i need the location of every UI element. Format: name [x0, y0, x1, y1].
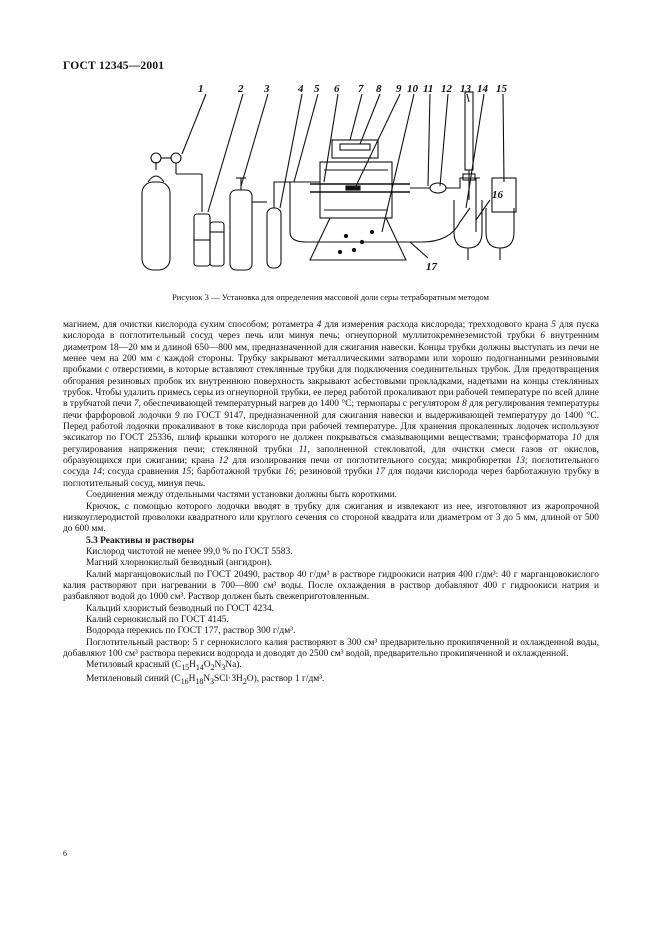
reagent-hydrogen-peroxide: Водорода перекись по ГОСТ 177, раствор 300 г/дм³.	[86, 626, 296, 637]
paragraph-connections: Соединения между отдельными частями установки должны быть короткими.	[86, 490, 398, 501]
reagent-magnesium-perchlorate: Магний хлорнокислый безводный (ангидрон).	[86, 558, 273, 569]
figure-label: 10	[407, 83, 418, 95]
figure-label: 7	[358, 83, 364, 95]
microburette	[463, 92, 475, 200]
reagent-oxygen: Кислород чистотой не менее 99,0 % по ГОСТ 5583.	[86, 546, 293, 557]
body-text	[63, 320, 599, 687]
oxygen-cylinder	[142, 153, 202, 270]
reagent-calcium-chloride: Кальций хлористый безводный по ГОСТ 4234.	[86, 603, 275, 614]
figure-label: 12	[441, 83, 452, 95]
figure-label: 14	[477, 83, 488, 95]
reagent-absorption-solution: Поглотительный раствор: 5 г сернокислого калия растворяют в 300 см³ предварительно прокипяченной и охлажденной воды, добавляют 100 см³ раствора перекиси водорода и доводят до 2500 см³ водой, предварительно прокипяченной и охлажденной.	[63, 637, 599, 659]
apparatus-diagram	[110, 82, 530, 287]
paragraph-equipment: магнием, для очистки кислорода сухим способом; ротаметра 4 для измерения расхода кислорода; трехходового крана 5 для пуска кислорода в поглотительный сосуд через печь или минуя печь; огнеупорной муллитокремнеземистой трубки 6 внутренним диаметром 18—20 мм и длиной 650—800 мм, предназначенной для сжигания навески. Концы трубки должны выступать из печи не менее чем на 200 мм с каждой стороны. Трубку закрывают металлическими затворами или хорошо подогнанными резиновыми пробками с отверстиями, в которые вставляют стеклянные трубки для подключения соединительных трубок. Для предотвращения обгорания резиновых пробок их внутреннюю поверхность закрывают асбестовыми прокладками, надетыми на концы стеклянных трубок. Чтобы удалить примесь серы из огнеупорной трубки, ее перед работой прокаливают при рабочей температуре по всей длине в трубчатой печи 7, обеспечивающей температурный нагрев до 1400 °С; термопары с регулятором 8 для регулирования температуры печи фарфоровой лодочки 9 по ГОСТ 9147, предназначенной для сжигания навески и выдерживающей температуру до 1400 °С. Перед работой лодочки прокаливают в токе кислорода при рабочей температуре. Для хранения прокаленных лодочек используют эксикатор по ГОСТ 25336, шлиф крышки которого не должен покрываться смазывающими веществами; трансформатора 10 для регулирования напряжения печи; стеклянной трубки 11, заполненной стекловатой, для очистки смеси газов от окислов, образующихся при сжигании; крана 12 для изолирования печи от поглотительного сосуда; микробюретки 13; поглотительного сосуда 14; сосуда сравнения 15; барботажной трубки 16; резиновой трубки 17 для подачи кислорода через барботажную трубку в поглотительный сосуд, минуя печь.	[63, 320, 600, 489]
figure-caption: Рисунок 3 — Установка для определения массовой доли серы тетраборатным методом	[172, 292, 489, 302]
figure-label: 1	[198, 83, 204, 95]
figure-label: 3	[264, 83, 270, 95]
figure-label: 15	[496, 83, 507, 95]
document-header: ГОСТ 12345—2001	[63, 60, 165, 72]
figure-label: 2	[238, 83, 244, 95]
figure-label: 8	[376, 83, 382, 95]
figure-label: 6	[334, 83, 340, 95]
figure-label: 13	[460, 83, 471, 95]
section-heading-reagents: 5.3 Реактивы и растворы	[86, 535, 194, 546]
figure-label: 11	[423, 83, 434, 95]
page-number: 6	[63, 849, 67, 858]
figure-label: 9	[396, 83, 402, 95]
paragraph-hook: Крючок, с помощью которого лодочки вводят в трубку для сжигания и извлекают из нее, изготовляют из жаропрочной низкоуглеродистой проволоки квадратного или круглого сечения со стороной квадрата или диаметром от 3 до 5 мм, длиной от 500 до 600 мм.	[63, 501, 599, 535]
rotameter	[252, 190, 281, 268]
reagent-potassium-sulfate: Калий сернокислый по ГОСТ 4145.	[86, 614, 229, 625]
drying-vessels	[194, 174, 224, 266]
reagent-methyl-red: Метиловый красный $(C_{15}H_{14}O_2N_3Na)$.	[86, 660, 242, 673]
absorption-vessels	[454, 178, 516, 260]
reagent-methylene-blue: Метиленовый синий $(C_{16}H_{18}N_3SCl\cdot 3H_2O)$, раствор 1 г/дм³.	[86, 673, 325, 686]
purification-column	[230, 178, 252, 270]
figure-label: 17	[426, 261, 437, 273]
figure-label: 5	[314, 83, 320, 95]
reagent-potassium-permanganate: Калий марганцовокислый по ГОСТ 20490, раствор 40 г/дм³ в растворе гидроокиси натрия 400 г/дм³: 40 г марганцовокислого калия растворяют при нагревании в 700—800 см³ воды. После охлаждения в раствор добавляют 400 г гидроокиси натрия и разбавляют водой до 1000 см³. Раствор должен быть свежеприготовленным.	[63, 569, 599, 603]
figure-label: 4	[298, 83, 304, 95]
figure-label: 16	[492, 189, 503, 201]
